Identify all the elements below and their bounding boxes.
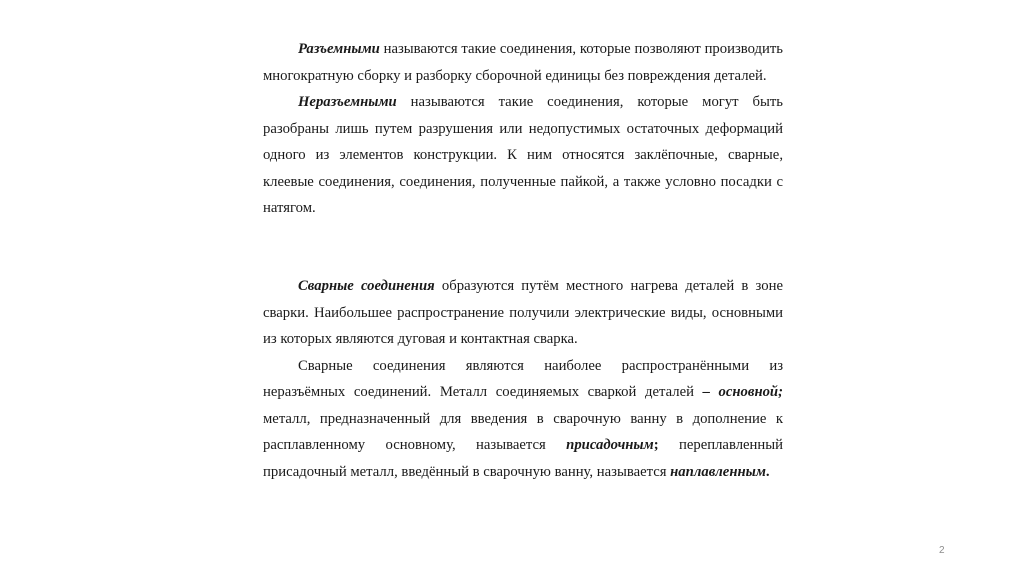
paragraph-detachable (263, 36, 783, 89)
paragraph-text: металл, предназначенный для введения в сварочную ванну в дополнение к расплавленному основному, называется (263, 410, 783, 453)
text-block-joint-types (263, 36, 783, 222)
paragraph-welded-joints (263, 273, 783, 353)
term-base-metal: – основной; (702, 384, 783, 400)
paragraph-text: переплавленный присадочный металл, введённый в сварочную ванну, называется (263, 437, 783, 480)
page-number: 2 (939, 545, 945, 556)
term-deposited-metal: наплавленным (670, 463, 766, 480)
text-block-welded-joints (263, 273, 783, 485)
punctuation: . (765, 463, 770, 480)
paragraph-metal-types (263, 353, 783, 486)
term-permanent: Неразъемными (298, 94, 397, 110)
term-filler-metal: присадочным (566, 437, 654, 453)
punctuation: ; (653, 437, 659, 453)
paragraph-text: называются такие соединения, которые позволяют производить многократную сборку и разборку сборочной единицы без повреждения деталей. (263, 41, 783, 84)
term-welded-joints: Сварные соединения (298, 278, 435, 294)
paragraph-text: Сварные соединения являются наиболее распространёнными из неразъёмных соединений. Металл соединяемых сваркой деталей (263, 357, 783, 400)
term-detachable: Разъемными (298, 41, 380, 57)
paragraph-permanent (263, 89, 783, 222)
paragraph-text: образуются путём местного нагрева деталей в зоне сварки. Наибольшее распространение получили электрические виды, основными из которых являются дуговая и контактная сварка. (263, 278, 783, 347)
paragraph-text: называются такие соединения, которые могут быть разобраны лишь путем разрушения или недопустимых остаточных деформаций одного из элементов конструкции. К ним относятся заклёпочные, сварные, клеевые соединения, соединения, полученные пайкой, а также условно посадки с натягом. (263, 94, 783, 216)
